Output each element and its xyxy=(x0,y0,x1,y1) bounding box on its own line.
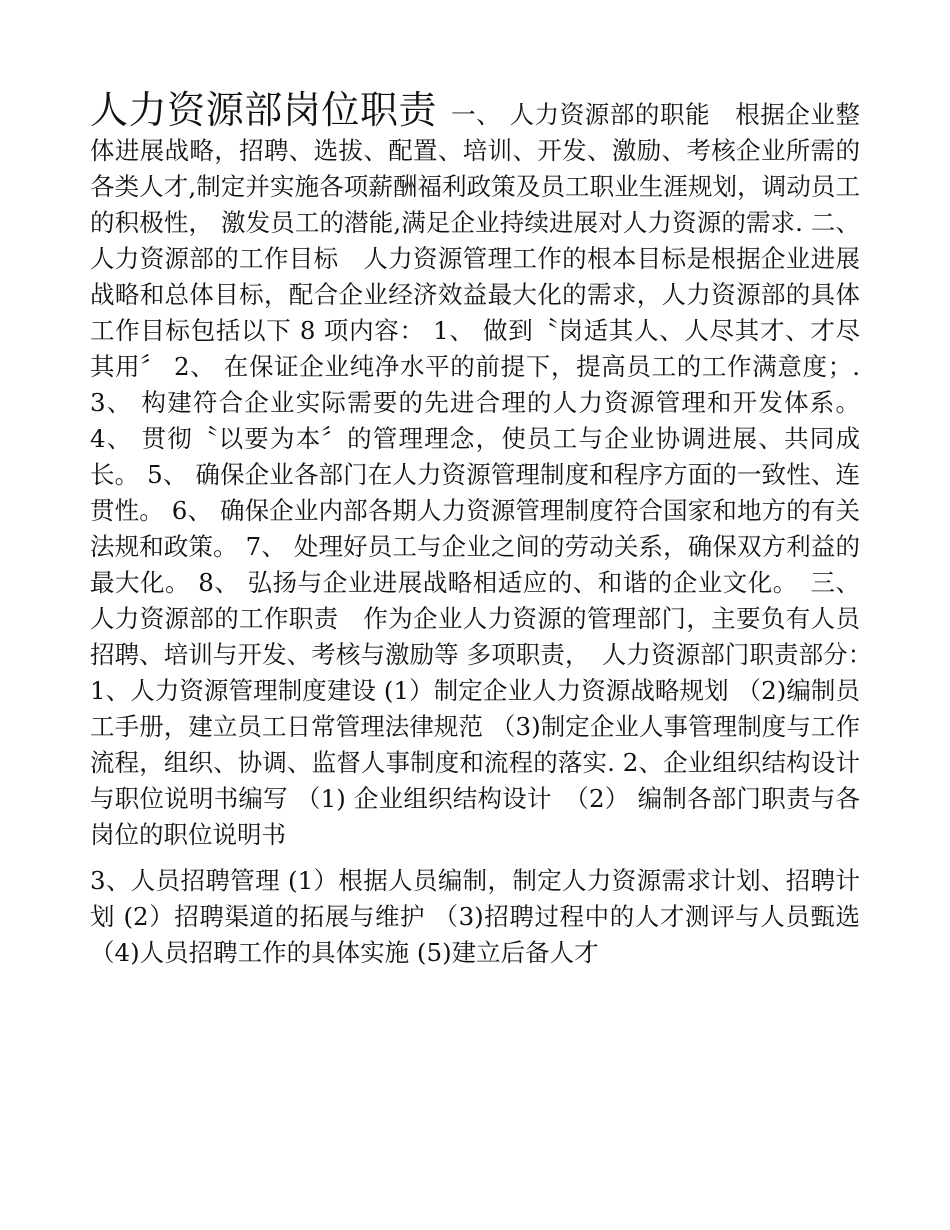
paragraph-1-text: 一、 人力资源部的职能 根据企业整体进展战略，招聘、选拔、配置、培训、开发、激励、考核企业所需的各类人才,制定并实施各项薪酬福利政策及员工职业生涯规划，调动员工的积极性， 激发员工的潜能,满足企业持续进展对人力资源的需求. 二、 人力资源部的工作目标 人力资源管理工作的根本目标是根据企业进展战略和总体目标，配合企业经济效益最大化的需求，人力资源部的具体工作目标包括以下 8 项内容： 1、 做到〝岗适其人、人尽其才、才尽其用〞 2、 在保证企业纯净水平的前提下，提高员工的工作满意度；. 3、 构建符合企业实际需要的先进合理的人力资源管理和开发体系。 4、 贯彻〝以要为本〞的管理理念，使员工与企业协调进展、共同成长。 5、 确保企业各部门在人力资源管理制度和程序方面的一致性、连贯性。 6、 确保企业内部各期人力资源管理制度符合国家和地方的有关法规和政策。 7、 处理好员工与企业之间的劳动关系，确保双方利益的最大化。 8、 弘扬与企业进展战略相适应的、和谐的企业文化。 三、 人力资源部的工作职责 作为企业人力资源的管理部门，主要负有人员招聘、培训与开发、考核与激励等 多项职责， 人力资源部门职责部分： 1、人力资源管理制度建设 (1）制定企业人力资源战略规划 （2)编制员工手册，建立员工日常管理法律规范 （3)制定企业人事管理制度与工作流程，组织、协调、监督人事制度和流程的落实. 2、企业组织结构设计与职位说明书编写 （1) 企业组织结构设计 （2） 编制各部门职责与各岗位的职位说明书 xyxy=(90,100,885,849)
paragraph-1 xyxy=(90,88,885,853)
paragraph-2-text: 3、人员招聘管理 (1）根据人员编制，制定人力资源需求计划、招聘计划 (2）招聘渠道的拓展与维护 （3)招聘过程中的人才测评与人员甄选 （4)人员招聘工作的具体实施 (5)建立后备人才 xyxy=(90,866,860,967)
document-title: 人力资源部岗位职责 xyxy=(90,88,438,132)
paragraph-2 xyxy=(90,863,860,971)
document-body xyxy=(90,88,885,971)
